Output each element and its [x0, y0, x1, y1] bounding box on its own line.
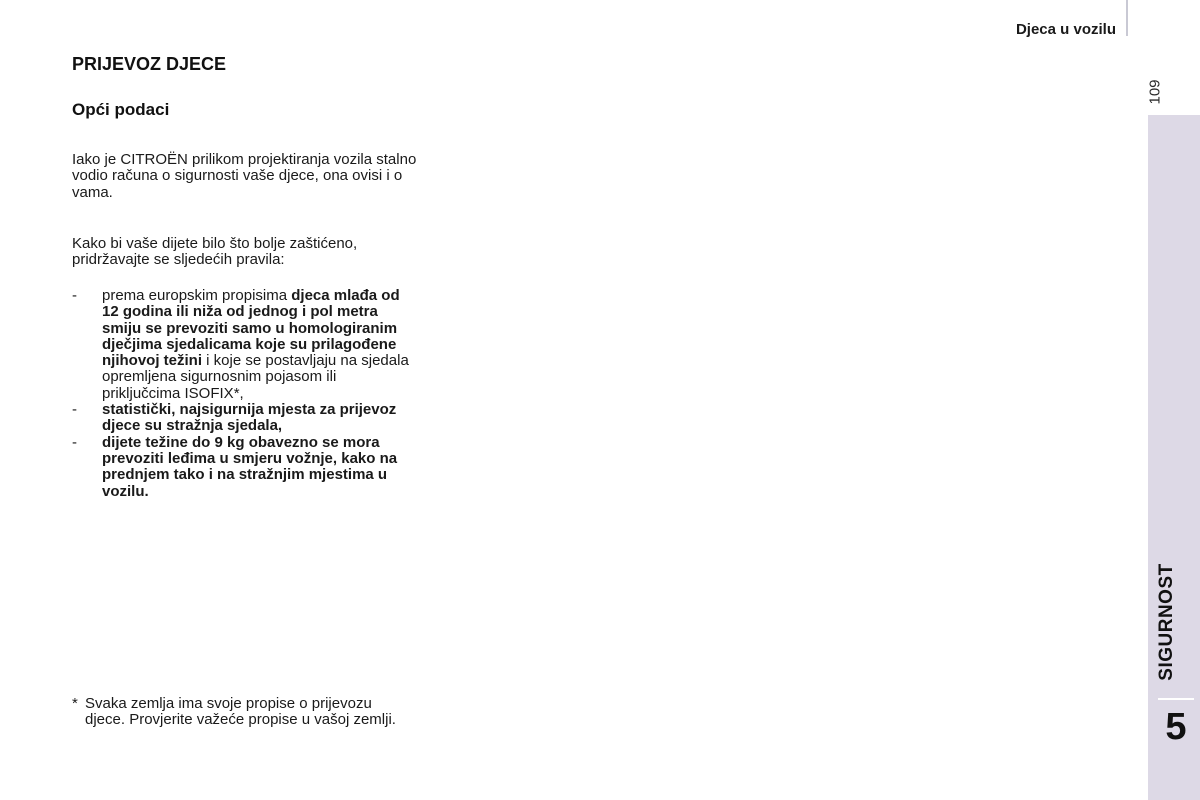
- safety-rules-list: [72, 288, 417, 500]
- rule-text-lead: prema europskim propisima: [102, 287, 292, 304]
- rule-text-bold: dijete težine do 9 kg obavezno se mora prevoziti leđima u smjeru vožnje, kako na prednjem tako i na stražnjim mjestima u vozilu.: [102, 433, 398, 500]
- list-item: [72, 288, 417, 402]
- rule-text-bold: djeca mlađa od 12 godina ili niža od jednog i pol metra smiju se prevoziti samo u homologiranim dječjima sjedalicama koje su prilagođene njihovoj težini: [102, 287, 400, 370]
- list-item: [72, 402, 417, 435]
- chapter-label: SIGURNOST: [1156, 563, 1177, 681]
- subsection-title: Opći podaci: [72, 100, 170, 119]
- rule-text-tail: i koje se postavljaju na sjedala opremljena sigurnosnim pojasom ili priključcima ISOFIX*,: [102, 352, 409, 402]
- list-marker: -: [72, 401, 77, 419]
- footnote-marker: *: [72, 695, 78, 712]
- header-divider: [1126, 0, 1128, 36]
- rules-intro-paragraph: Kako bi vaše dijete bilo što bolje zaštićeno, pridržavajte se sljedećih pravila:: [72, 235, 358, 269]
- list-marker: -: [72, 433, 77, 451]
- list-item: [72, 435, 417, 500]
- chapter-tab-divider: [1158, 698, 1194, 700]
- running-header-title: Djeca u vozilu: [1015, 21, 1116, 38]
- list-marker: -: [72, 287, 77, 304]
- page-number: 109: [1146, 79, 1164, 105]
- rule-text-bold: statistički, najsigurnija mjesta za prijevoz djece su stražnja sjedala,: [102, 401, 397, 435]
- intro-paragraph: Iako je CITROËN prilikom projektiranja vozila stalno vodio računa o sigurnosti vaše djece, ona ovisi i o vama.: [72, 151, 417, 201]
- footnote-text: Svaka zemlja ima svoje propise o prijevozu djece. Provjerite važeće propise u vašoj zemlji.: [85, 695, 396, 729]
- footnote: [72, 696, 402, 729]
- section-title: PRIJEVOZ DJECE: [72, 54, 227, 74]
- chapter-number: 5: [1165, 706, 1187, 748]
